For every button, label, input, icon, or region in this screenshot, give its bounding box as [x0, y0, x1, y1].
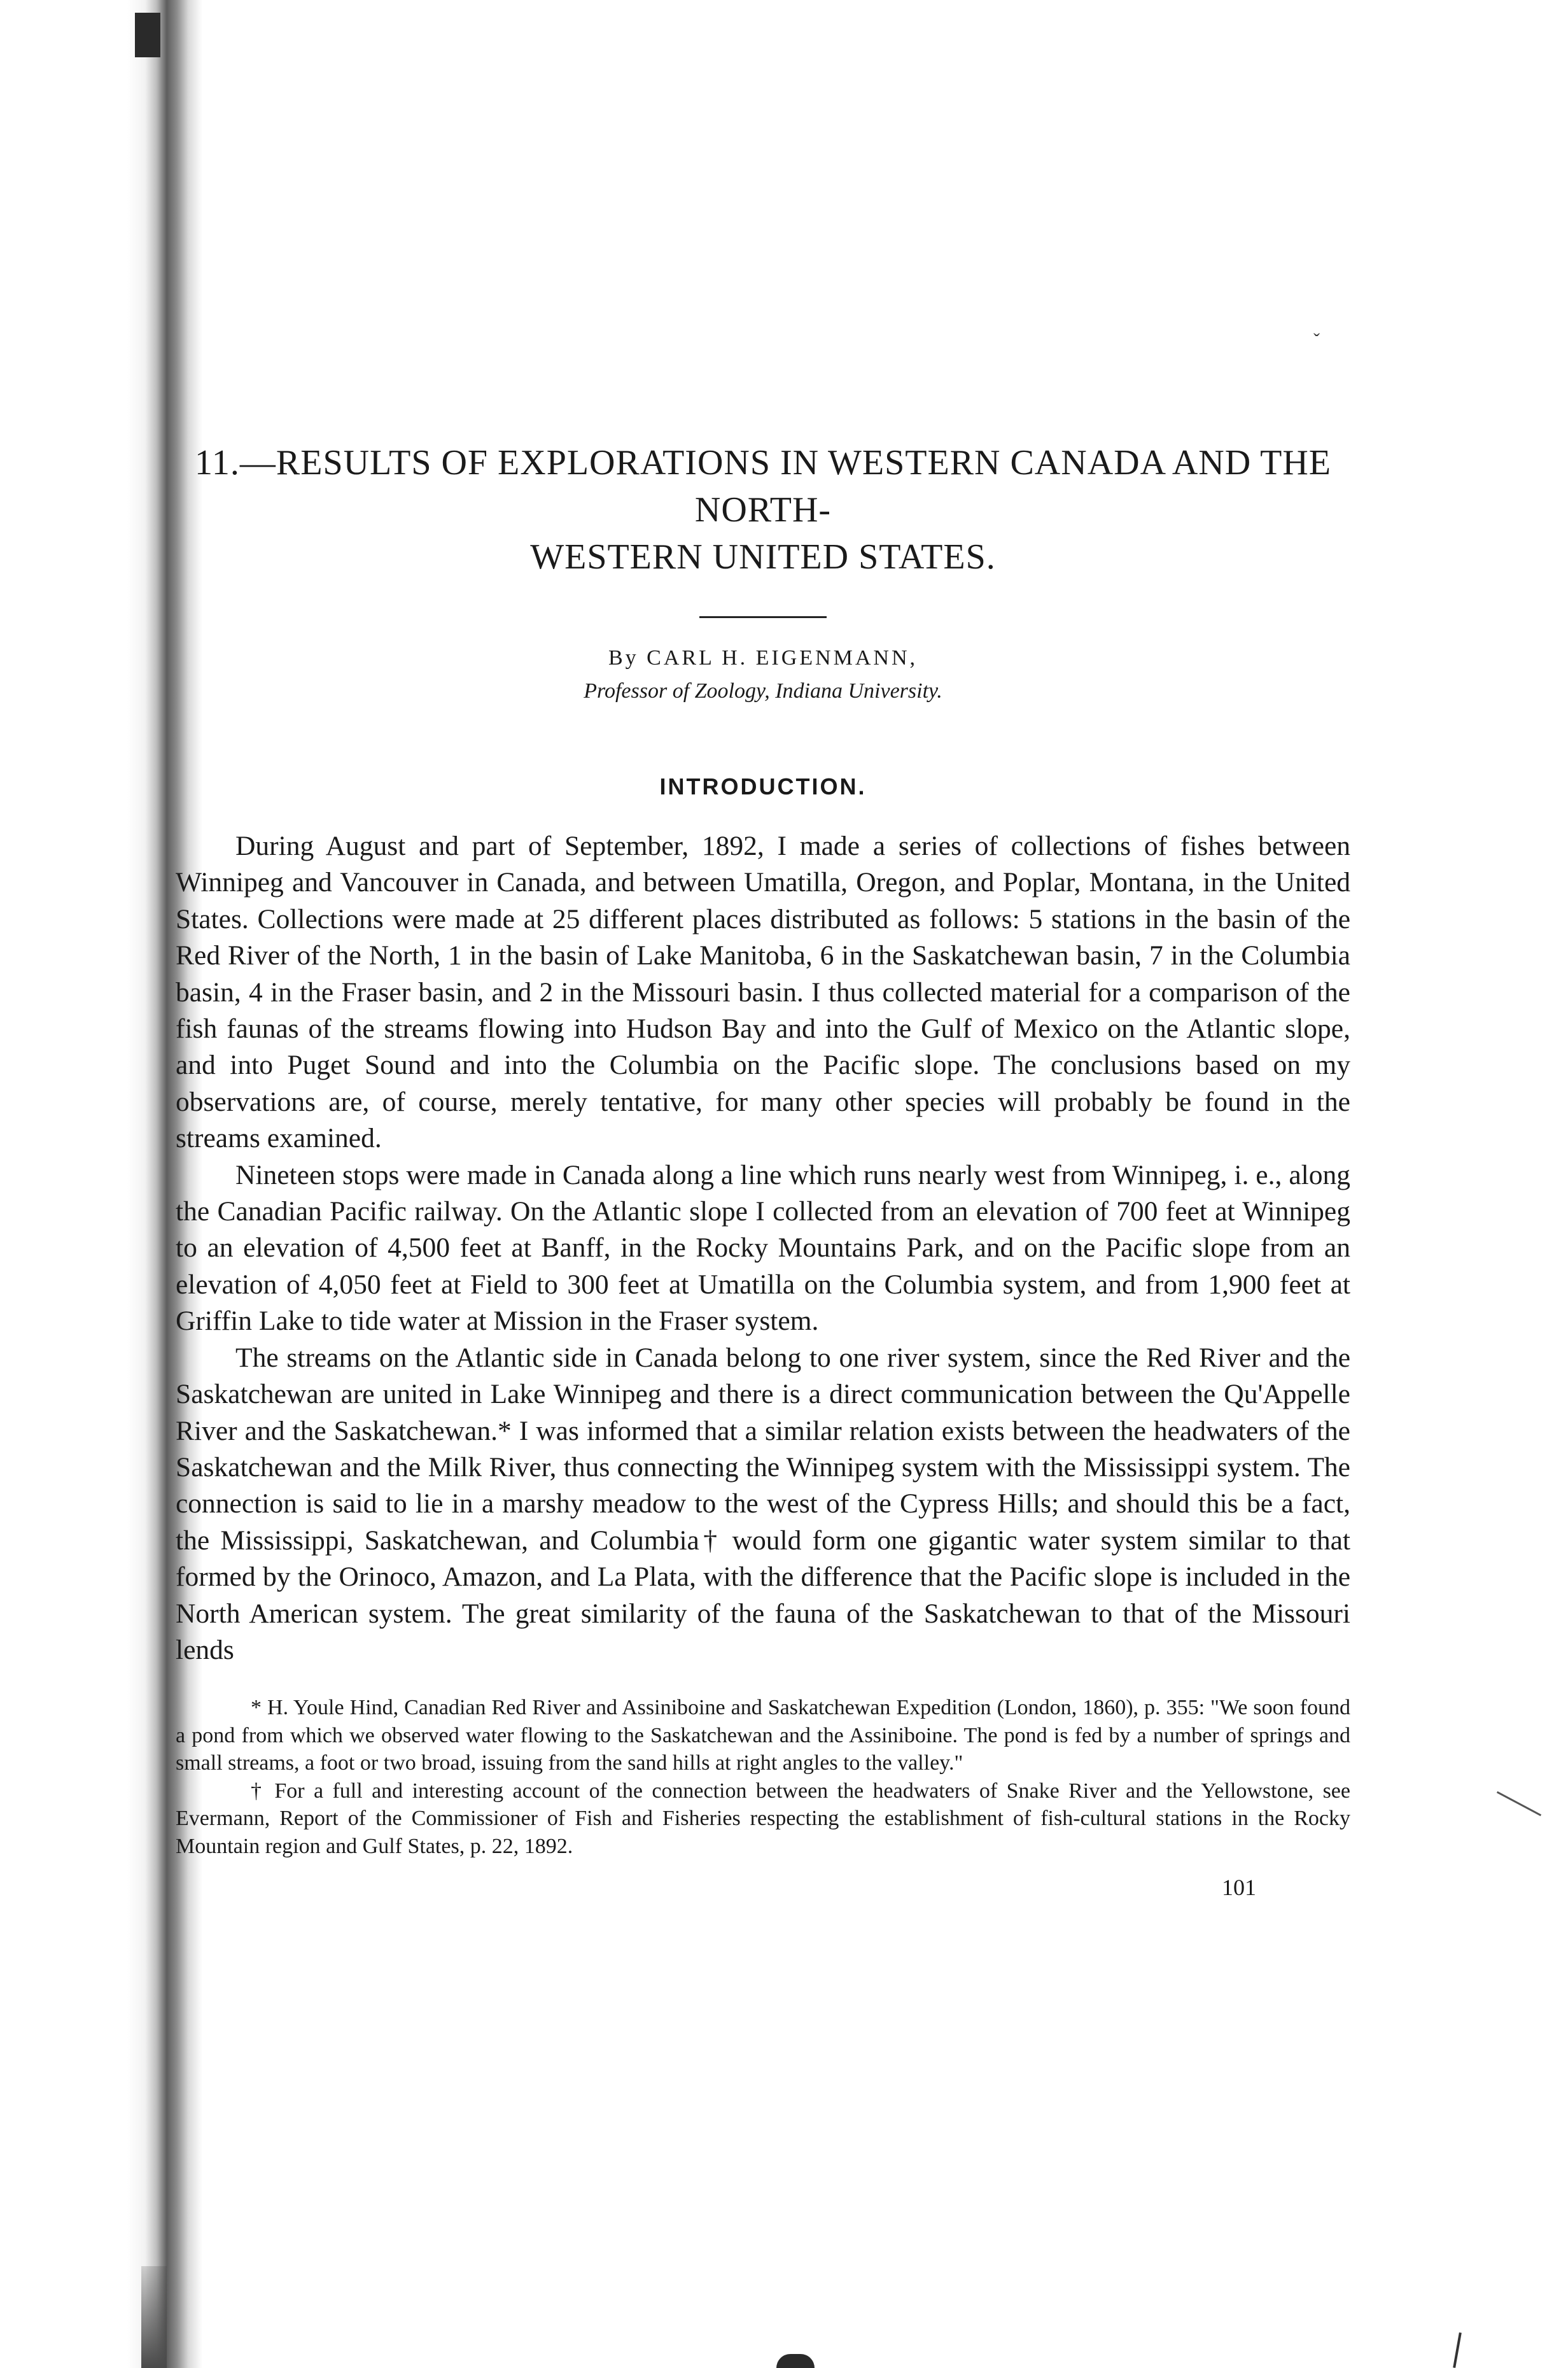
scan-artifact-bottom [141, 2266, 167, 2368]
section-heading: INTRODUCTION. [659, 773, 867, 800]
footnotes [176, 1694, 1350, 1860]
paragraph: Nineteen stops were made in Canada along a line which runs nearly west from Winnipeg, i. e., along the Canadian Pacific railway. On the Atlantic slope I collected from an elevation of 700 feet at Winnipeg to an elevation of 4,500 feet at Banff, in the Rocky Mountains Park, and on the Pacific slope from an elevation of 4,050 feet at Field to 300 feet at Umatilla on the Columbia system, and from 1,900 feet at Griffin Lake to tide water at Mission in the Fraser system. [176, 1159, 1350, 1337]
scan-artifact-top [135, 13, 160, 57]
scan-speck: ˇ [1313, 330, 1320, 351]
title-line-2: WESTERN UNITED STATES. [530, 537, 996, 577]
paragraph: The streams on the Atlantic side in Canada belong to one river system, since the Red River and the Saskatchewan are united in Lake Winnipeg and there is a direct communication between the Qu'Appelle River and the Saskatchewan.* I was informed that a similar relation exists between the headwaters of the Saskatchewan and the Milk River, thus connecting the Winnipeg system with the Mississippi system. The connection is said to lie in a marshy meadow to the west of the Cypress Hills; and should this be a fact, the Mississippi, Saskatchewan, and Columbia† would form one gigantic water system similar to that formed by the Orinoco, Amazon, and La Plata, with the difference that the Pacific slope is included in the North American system. The great similarity of the fauna of the Saskatchewan to that of the Missouri lends [176, 1342, 1350, 1665]
title-line-1: 11.—RESULTS OF EXPLORATIONS IN WESTERN CANADA AND THE NORTH- [194, 443, 1332, 530]
author-affiliation: Professor of Zoology, Indiana University. [584, 679, 942, 703]
scan-artifact-mark [776, 2354, 815, 2368]
footnote: * H. Youle Hind, Canadian Red River and Assiniboine and Saskatchewan Expedition (London, 1860), p. 355: "We soon found a pond from which we observed water flowing to the Saskatchewan and the Assiniboine. The pond is fed by a number of springs and small streams, a foot or two broad, issuing from the sand hills at right angles to the valley." [176, 1696, 1350, 1775]
footnote: † For a full and interesting account of the connection between the headwaters of Snake River and the Yellowstone, see Evermann, Report of the Commissioner of Fish and Fisheries respecting the establishment of fish-cultural stations in the Rocky Mountain region and Gulf States, p. 22, 1892. [176, 1779, 1350, 1858]
paragraph: During August and part of September, 1892, I made a series of collections of fishes between Winnipeg and Vancouver in Canada, and between Umatilla, Oregon, and Poplar, Montana, in the United States. Collections were made at 25 different places distributed as follows: 5 stations in the basin of the Red River of the North, 1 in the basin of Lake Manitoba, 6 in the Saskatchewan basin, 7 in the Columbia basin, 4 in the Fraser basin, and 2 in the Missouri basin. I thus collected material for a comparison of the fish faunas of the streams flowing into Hudson Bay and into the Gulf of Mexico on the Atlantic slope, and into Puget Sound and into the Columbia on the Pacific slope. The conclusions based on my observations are, of course, merely tentative, for many other species will probably be found in the streams examined. [176, 831, 1350, 1154]
author-byline: By CARL H. EIGENMANN, [608, 646, 918, 670]
body-text [176, 828, 1350, 1668]
document-page [176, 439, 1350, 1901]
title-rule [699, 616, 827, 618]
article-title [176, 439, 1350, 581]
scan-artifact-stroke [1453, 2332, 1462, 2368]
scan-artifact-line [1497, 1791, 1541, 1816]
page-number: 101 [1222, 1875, 1256, 1901]
